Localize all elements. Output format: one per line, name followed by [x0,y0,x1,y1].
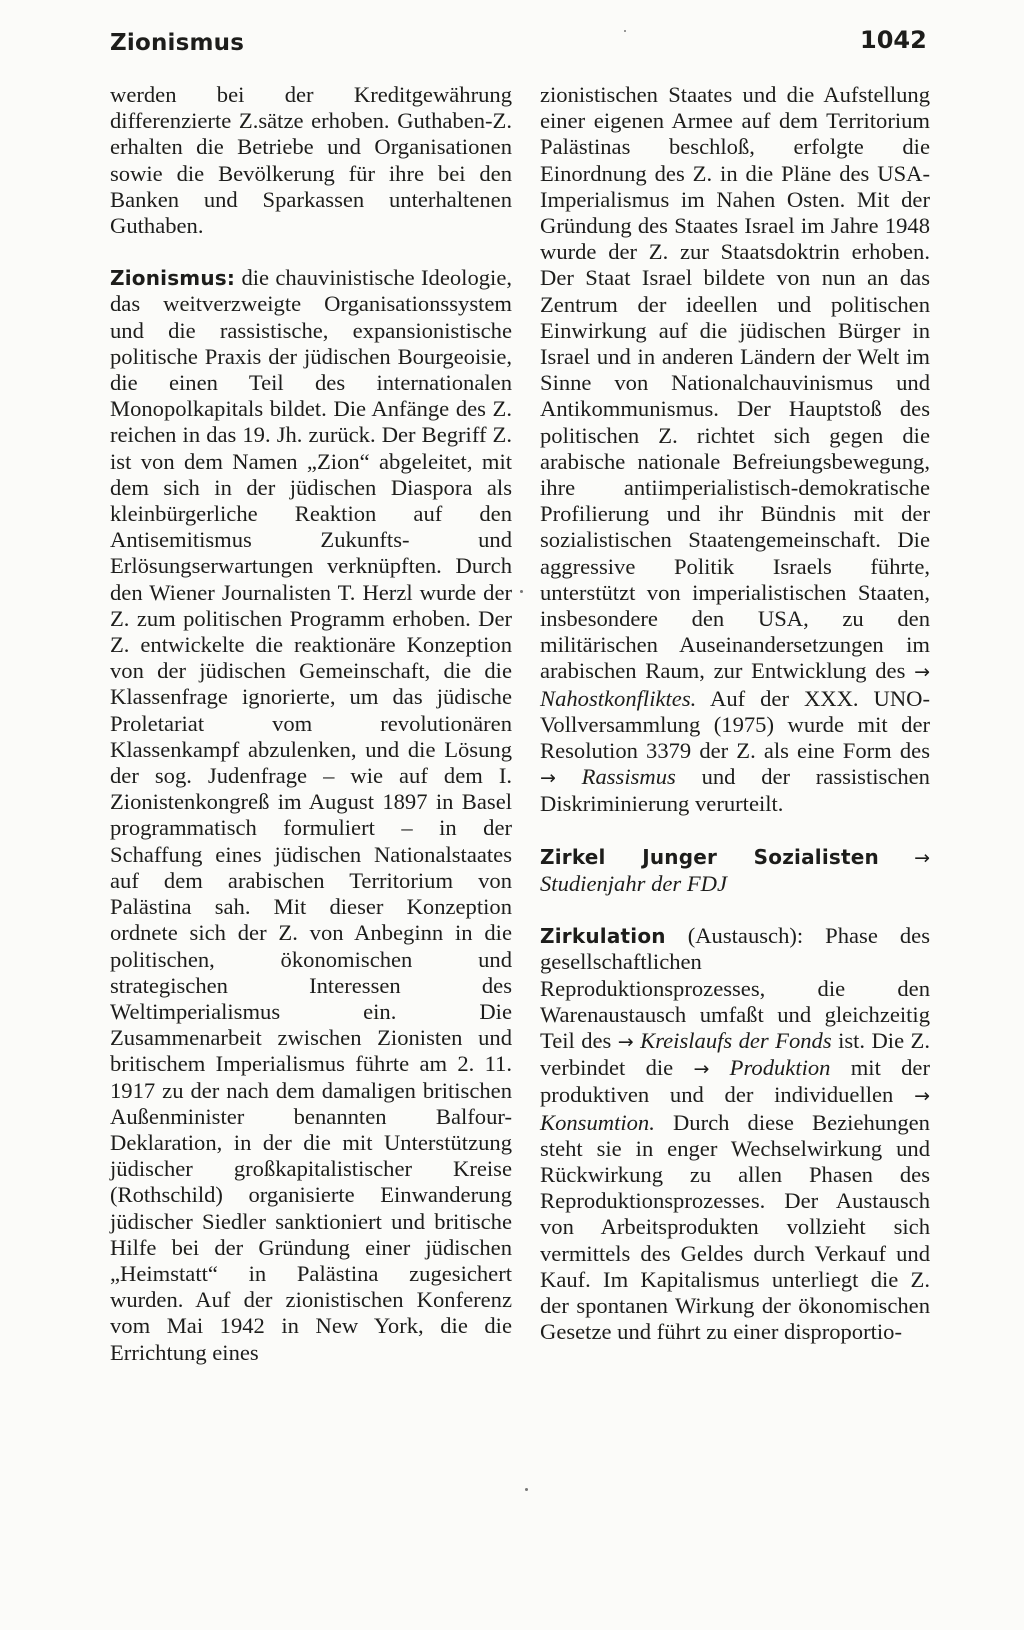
cross-reference-arrow-icon: → [693,1058,710,1081]
entry-zirkulation [540,923,930,1345]
entry-zionismus [110,265,512,1366]
cross-reference-nahostkonflikt[interactable]: Nahostkonfliktes. [540,685,697,711]
entry-text-zirkulation-1: (Austausch): Phase des gesellschaftlichen Reproduktionsprozesses, die den Warenaustausch umfaßt und gleichzeitig Teil des [540,923,930,1053]
entry-text-zionismus: die chauvinistische Ideologie, das weitverzweigte Organisationssystem und die rassistische, expansionistische politische Praxis der jüdischen Bourgeoisie, die einen Teil des internationalen Monopolkapitals bildet. Die Anfänge des Z. reichen in das 19. Jh. zurück. Der Begriff Z. ist von dem Namen „Zion“ abgeleitet, mit dem sich in der jüdischen Diaspora als kleinbürgerliche Reaktion auf den Antisemitismus Zukunfts- und Erlösungserwartungen verknüpften. Durch den Wiener Journalisten T. Herzl wurde der Z. zum politischen Programm erhoben. Der Z. entwickelte die reaktionäre Konzeption von der jüdischen Gemeinschaft, die die Klassenfrage ignorierte, um das jüdische Proletariat vom revolutionären Klassenkampf abzulenken, und die Lösung der sog. Judenfrage – wie auf dem I. Zionistenkongreß im August 1897 in Basel programmatisch formuliert – in der Schaffung eines jüdischen Nationalstaates auf dem arabischen Territorium von Palästina sah. Mit dieser Konzeption ordnete sich der Z. von Anbeginn in die politischen, ökonomischen und strategischen Interessen des Weltimperialismus ein. Die Zusammenarbeit zwischen Zionisten und britischem Imperialismus führte am 2. 11. 1917 zu der nach dem damaligen britischen Außenminister benannten Balfour-Deklaration, in der die mit Unterstützung jüdischer großkapitalistischer Kreise (Rothschild) organisierte Einwanderung jüdischer Siedler sanktioniert und britische Hilfe bei der Gründung einer jüdischen „Heimstatt“ in Palästina zugesichert wurden. Auf der zionistischen Konferenz vom Mai 1942 in New York, die die Errichtung eines [110,265,512,1365]
running-head-term: Zionismus [110,30,245,56]
entry-text-zirkulation-2: ist. Die Z. verbindet die [540,1027,930,1081]
entry-term-zionismus: Zionismus: [110,266,236,291]
cross-reference-kreislauf[interactable]: Kreislaufs der Fonds [640,1027,832,1053]
left-column [110,82,512,1366]
cross-reference-rassismus[interactable]: Rassismus [581,764,676,790]
entry-term-zirkel: Zirkel Junger Sozialisten [540,844,879,869]
cross-reference-arrow-icon: → [914,661,930,684]
entry-continuation [110,82,512,239]
cross-reference-arrow-icon: → [540,767,556,790]
print-speck [520,590,523,593]
cross-reference-arrow-icon: → [914,1085,930,1108]
entry-zirkel [540,844,930,897]
entry-text-zionismus-cont-1: zionistischen Staates und die Aufstellung einer eigenen Armee auf dem Territorium Palästinas beschloß, erfolgte die Einordnung des Z. in die Pläne des USA-Imperialismus im Nahen Osten. Mit der Gründung des Staates Israel im Jahre 1948 wurde der Z. zur Staatsdoktrin erhoben. Der Staat Israel bildete von nun an das Zentrum der ideellen und politischen Einwirkung auf die jüdischen Bürger in Israel und in anderen Ländern der Welt im Sinne von Nationalchauvinismus und Antikommunismus. Der Hauptstoß des politischen Z. richtet sich gegen die arabische nationale Befreiungsbewegung, ihre antiimperialistisch-demokratische Profilierung und ihr Bündnis mit der sozialistischen Staatengemeinschaft. Die aggressive Politik Israels führte, unterstützt von imperialistischen Staaten, insbesondere den USA, zu den militärischen Auseinandersetzungen im arabischen Raum, zur Entwicklung des [540,82,930,684]
entry-zionismus-continued [540,82,930,818]
entry-separator [540,897,930,923]
entry-term-zirkulation: Zirkulation [540,924,666,949]
entry-text-zirkulation-3: mit der produktiven und der individuellen [540,1055,930,1108]
cross-reference-konsumtion[interactable]: Konsumtion. [540,1109,655,1135]
cross-reference-produktion[interactable]: Produktion [729,1055,831,1081]
cross-reference-arrow-icon: → [914,846,930,869]
print-speck [525,1488,528,1491]
entry-text-zirkulation-4: Durch diese Beziehungen steht sie in enger Wechselwirkung und Rückwirkung zu allen Phasen des Reproduktionsprozesses. Der Austausch von Arbeitsprodukten vollzieht sich vermittels des Geldes durch Verkauf und Kauf. Im Kapitalismus unterliegt die Z. der spontanen Wirkung der ökonomischen Gesetze und führt zu einer disproportio- [540,1109,930,1345]
entry-text-zionismus-cont-3: und der rassistischen Diskriminierung verurteilt. [540,764,930,817]
cross-reference-studienjahr[interactable]: Studienjahr der FDJ [540,870,727,896]
entry-separator [110,239,512,265]
entry-text-zionismus-cont-2: Auf der XXX. UNO-Vollversammlung (1975) wurde mit der Resolution 3379 der Z. als eine Form des [540,685,930,764]
print-speck [624,30,626,32]
entry-separator [540,818,930,844]
right-column [540,82,930,1345]
cross-reference-arrow-icon: → [617,1030,634,1053]
page-number: 1042 [860,26,927,54]
continuation-text: werden bei der Kreditgewährung differenzierte Z.sätze erhoben. Guthaben-Z. erhalten die Betriebe und Organisationen sowie die Bevölkerung für ihre bei den Banken und Sparkassen unterhaltenen Guthaben. [110,82,512,239]
